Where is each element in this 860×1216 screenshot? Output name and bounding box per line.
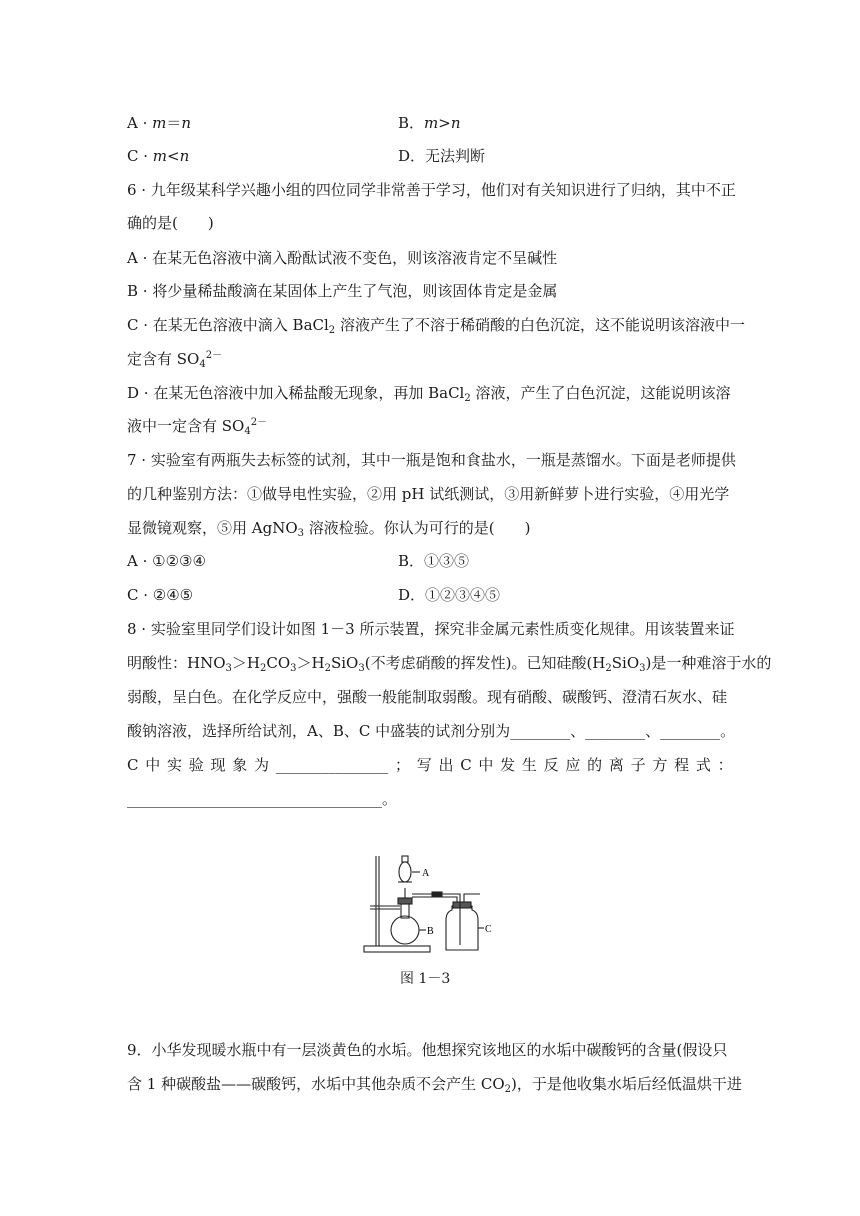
q8-line3: 弱酸，呈白色。在化学反应中，强酸一般能制取弱酸。现有硝酸、碳酸钙、澄清石灰水、硅 <box>127 688 728 706</box>
flask-b <box>391 916 419 944</box>
q9-line1: 9．小华发现暖水瓶中有一层淡黄色的水垢。他想探究该地区的水垢中碳酸钙的含量(假设只 <box>127 1041 728 1059</box>
q6-stem-line1: 6 · 九年级某科学兴趣小组的四位同学非常善于学习，他们对有关知识进行了归纳，其中不正 <box>127 181 736 199</box>
q7-option-a: A · ①②③④ <box>127 552 206 570</box>
figure-label-a: A <box>422 868 430 879</box>
q5-option-b: B．m>n <box>398 114 461 132</box>
q6-option-c-line1: C · 在某无色溶液中滴入 BaCl$_2$ 溶液产生了不溶于稀硝酸的白色沉淀，这不能说明该溶液中一 <box>127 316 745 336</box>
figure-caption: 图 1－3 <box>400 971 451 987</box>
bottle-c <box>446 906 478 950</box>
stand-base <box>364 946 430 952</box>
q6-option-b: B · 将少量稀盐酸滴在某固体上产生了气泡，则该固体肯定是金属 <box>127 282 558 300</box>
figure-label-b: B <box>427 926 434 937</box>
q8-line4: 酸钠溶液，选择所给试剂，A、B、C 中盛装的试剂分别为________、________、________。 <box>127 722 736 740</box>
q7-option-b: B．①③⑤ <box>398 552 470 570</box>
q8-line1: 8 · 实验室里同学们设计如图 1－3 所示装置，探究非金属元素性质变化规律。用该装置来证 <box>127 620 735 638</box>
apparatus-figure <box>360 850 500 960</box>
q6-option-d-line2: 液中一定含有 $SO_4^{2-}$ <box>127 417 268 437</box>
q6-option-a: A · 在某无色溶液中滴入酚酞试液不变色，则该溶液肯定不呈碱性 <box>127 249 558 267</box>
q7-option-d: D．①②③④⑤ <box>398 586 501 604</box>
funnel-a <box>399 862 411 882</box>
q5-option-d: D．无法判断 <box>398 147 486 165</box>
q9-line2: 含 1 种碳酸盐——碳酸钙，水垢中其他杂质不会产生 $CO_2$)，于是他收集水垢后经低温烘干进 <box>127 1075 742 1095</box>
q6-option-d-line1: D · 在某无色溶液中加入稀盐酸无现象，再加 BaCl$_2$ 溶液，产生了白色沉淀，这能说明该溶 <box>127 384 731 404</box>
q8-line6: __________________________________。 <box>127 790 398 808</box>
figure-label-c: C <box>485 924 492 935</box>
q7-stem-line1: 7 · 实验室有两瓶失去标签的试剂，其中一瓶是饱和食盐水，一瓶是蒸馏水。下面是老师提供 <box>127 451 736 469</box>
q6-stem-line2: 确的是( ) <box>127 214 214 232</box>
q8-line2: 明酸性：$HNO_3>H_2CO_3>H_2SiO_3$(不考虑硝酸的挥发性)。已知硅酸$(H_2SiO_3)$是一种难溶于水的 <box>127 654 772 674</box>
q6-option-c-line2: 定含有 $SO_4^{2-}$ <box>127 350 223 370</box>
q7-stem-line3: 显微镜观察，⑤用 AgNO$_3$ 溶液检验。你认为可行的是( ) <box>127 519 531 539</box>
q5-option-c: C · m<n <box>127 147 190 165</box>
q7-option-c: C · ②④⑤ <box>127 586 194 604</box>
q5-option-a: A · m＝n <box>127 114 192 132</box>
q7-stem-line2: 的几种鉴别方法：①做导电性实验，②用 pH 试纸测试，③用新鲜萝卜进行实验，④用光学 <box>127 485 730 503</box>
q8-line5: C 中 实 验 现 象 为 _______________ ； 写 出 C 中 发 生 反 应 的 离 子 方 程 式 ： <box>127 756 733 774</box>
